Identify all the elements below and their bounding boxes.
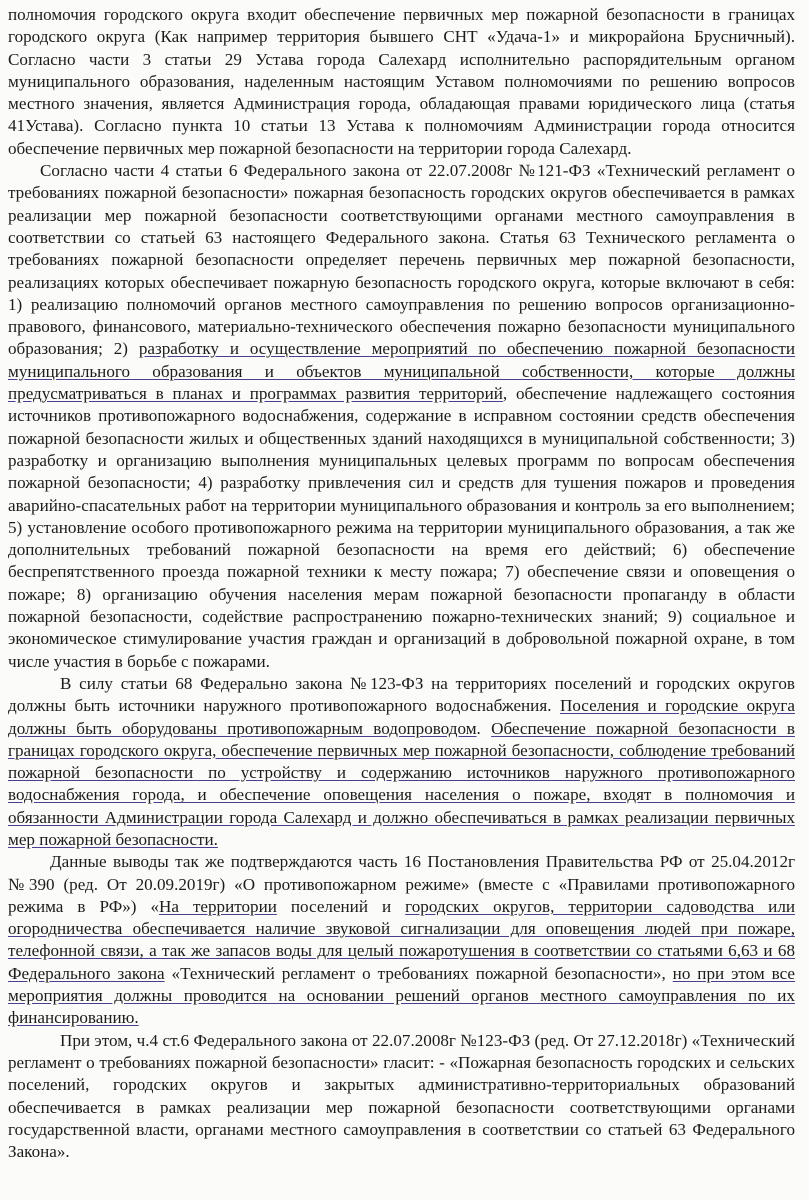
underlined-text-segment: разработку и осуществление мероприятий по обеспечению пожарной безопасности муниципального образования и объектов муниципальной собственности, которые должны предусматриваться в планах и программах развития территорий — [8, 339, 796, 404]
text-segment: В силу статьи 68 Федерально закона №123-ФЗ на территориях поселений и городских округов должны быть источники наружного противопожарного водоснабжения. — [8, 673, 795, 716]
paragraph-fire-safety-authority — [8, 4, 795, 160]
underlined-text-segment: На территории — [159, 896, 277, 916]
underlined-text-segment: но при этом все мероприятия должны проводится на основании решений органов местного самоуправления по их финансированию. — [8, 963, 796, 1028]
text-segment: При этом, ч.4 ст.6 Федерального закона от 22.07.2008г №123-ФЗ (ред. От 27.12.2018г) «Технический регламент о требованиях пожарной безопасности» гласит: - «Пожарная безопасность городских и сельских поселений, городских округов и закрытых административно-территориальных образований обеспечивается в рамках реализации мер пожарной безопасности соответствующими органами государственной власти, органами местного самоуправления в соответствии со статьей 63 Федерального Закона». — [8, 1030, 795, 1162]
text-segment: Данные выводы так же подтверждаются часть 16 Постановления Правительства РФ от 25.04.2012г №390 (ред. От 20.09.2019г) «О противопожарном режиме» (вместе с «Правилами противопожарного режима в РФ») « — [8, 852, 795, 916]
text-segment: поселений и — [276, 896, 406, 916]
text-segment: . — [476, 718, 492, 738]
text-segment: Согласно части 4 статьи 6 Федерального закона от 22.07.2008г №121-ФЗ «Технический регламент о требованиях пожарной безопасности» пожарная безопасность городских округов обеспечивается в рамках реализации мер пожарной безопасности соответствующими органами местного самоуправления в соответствии со статьей 63 настоящего Федерального закона. Статья 63 Технического регламента о требованиях пожарной безопасности определяет перечень первичных мер пожарной безопасности, реализациях которых обеспечивает пожарную безопасность городского округа, которые включают в себя: 1) реализацию полномочий органов местного самоуправления по решению вопросов организационно-правового, финансового, материально-технического обеспечения пожарно безопасности муниципального образования; 2) — [8, 161, 795, 359]
paragraph-law-123-article-6-quote — [8, 1030, 795, 1164]
paragraph-federal-law-article-6 — [8, 160, 795, 673]
paragraph-article-68-water-supply — [8, 673, 795, 851]
text-segment: полномочия городского округа входит обеспечение первичных мер пожарной безопасности в границах городского округа (Как например территория бывшего СНТ «Удача-1» и микрорайона Брусничный). Согласно части 3 статьи 29 Устава города Салехард исполнительно распорядительным органом муниципального образования, наделенным настоящим Уставом полномочиями по решению вопросов местного значения, является Администрация города, обладающая правами юридического лица (статья 41Устава). Согласно пункта 10 статьи 13 Устава к полномочиям Администрации города относится обеспечение первичных мер пожарной безопасности на территории города Салехард. — [8, 5, 795, 158]
underlined-text-segment: Поселения и городские округа должны быть оборудованы противопожарным водопроводом — [8, 696, 796, 738]
underlined-text-segment: Обеспечение пожарной безопасности в границах городского округа, обеспечение первичных мер пожарной безопасности, соблюдение требований пожарной безопасности по устройству и содержанию источников наружного противопожарного водоснабжения города, и обеспечение оповещения населения о пожаре, входят в полномочия и обязанности Администрации города Салехард и должно обеспечиваться в рамках реализации первичных мер пожарной безопасности. — [8, 718, 795, 849]
text-segment: «Технический регламент о требованиях пожарной безопасности», — [164, 963, 673, 983]
text-segment: , обеспечение надлежащего состояния источников противопожарного водоснабжения, содержание в исправном состоянии средств обеспечения пожарной безопасности жилых и общественных зданий находящихся в муниципальной собственности; 3) разработку и организацию выполнения муниципальных целевых программ по вопросам обеспечения пожарной безопасности; 4) разработку привлечения сил и средств для тушения пожаров и проведения аварийно-спасательных работ на территории муниципального образования и контроль за его выполнением; 5) установление особого противопожарного режима на территории муниципального образования, а так же дополнительных требований пожарной безопасности на время его действий; 6) обеспечение беспрепятственного проезда пожарной техники к месту пожара; 7) обеспечение связи и оповещения о пожаре; 8) организацию обучения населения мерам пожарной безопасности пропаганду в области пожарной безопасности, содействие распространению пожарно-технических знаний; 9) социальное и экономическое стимулирование участия граждан и организаций в добровольной пожарной охране, в том числе участия в борьбе с пожарами. — [8, 384, 795, 671]
underlined-text-segment: городских округов, территории садоводства или огородничества обеспечивается наличие звуковой сигнализации для оповещения людей при пожаре, телефонной связи, а так же запасов воды для целый пожаротушения в соответствии со статьями 6,63 и 68 Федерального закона — [8, 896, 796, 983]
paragraph-government-decree-390 — [8, 851, 795, 1029]
